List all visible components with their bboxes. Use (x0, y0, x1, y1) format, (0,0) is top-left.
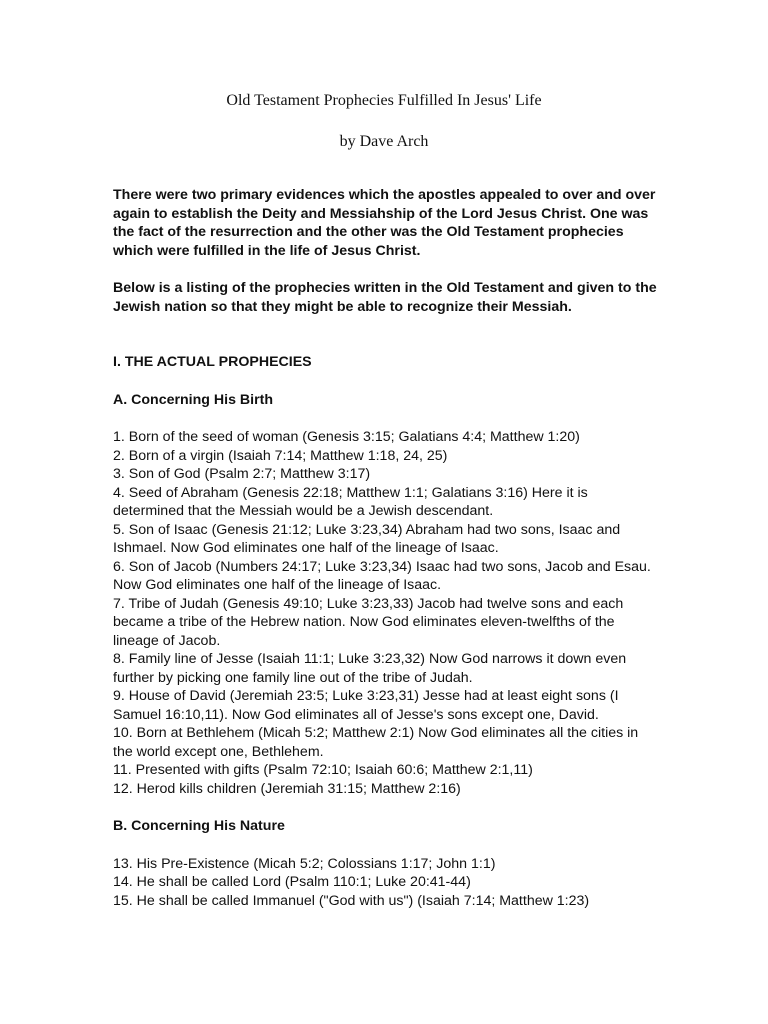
subsection-heading-nature: B. Concerning His Nature (113, 818, 285, 834)
subsection-heading-birth: A. Concerning His Birth (113, 391, 274, 408)
list-item: 1. Born of the seed of woman (Genesis 3:15; Galatians 4:4; Matthew 1:20) (113, 429, 580, 445)
list-item: 12. Herod kills children (Jeremiah 31:15; Matthew 2:16) (113, 780, 461, 797)
prophecy-list-nature (113, 855, 658, 911)
intro-paragraph: Below is a listing of the prophecies written in the Old Testament and given to the Jewish nation so that they might be able to recognize their Messiah. (113, 280, 657, 315)
intro-paragraph: There were two primary evidences which the apostles appealed to over and over again to establish the Deity and Messiahship of the Lord Jesus Christ. One was the fact of the resurrection and the other was the Old Testament prophecies which were fulfilled in the life of Jesus Christ. (113, 187, 656, 259)
list-item: 13. His Pre-Existence (Micah 5:2; Colossians 1:17; John 1:1) (113, 855, 496, 872)
list-item: 14. He shall be called Lord (Psalm 110:1; Luke 20:41-44) (113, 874, 471, 890)
prophecy-list-birth (113, 428, 658, 798)
list-item: 3. Son of God (Psalm 2:7; Matthew 3:17) (113, 466, 371, 482)
list-item: 6. Son of Jacob (Numbers 24:17; Luke 3:23,34) Isaac had two sons, Jacob and Esau. Now God eliminates one half of the lineage of Isaac. (113, 558, 651, 593)
document-byline: by Dave Arch (339, 133, 429, 150)
list-item: 8. Family line of Jesse (Isaiah 11:1; Luke 3:23,32) Now God narrows it down even further by picking one family line out of the tribe of Judah. (113, 651, 627, 686)
section-heading: I. THE ACTUAL PROPHECIES (113, 354, 312, 370)
list-item: 11. Presented with gifts (Psalm 72:10; Isaiah 60:6; Matthew 2:1,11) (113, 762, 533, 778)
list-item: 2. Born of a virgin (Isaiah 7:14; Matthew 1:18, 24, 25) (113, 447, 448, 464)
list-item: 10. Born at Bethlehem (Micah 5:2; Matthew 2:1) Now God eliminates all the cities in the world except one, Bethlehem. (113, 725, 639, 760)
document-title: Old Testament Prophecies Fulfilled In Jesus' Life (226, 92, 542, 109)
list-item: 9. House of David (Jeremiah 23:5; Luke 3:23,31) Jesse had at least eight sons (I Samuel 16:10,11). Now God eliminates all of Jesse's sons except one, David. (113, 688, 619, 723)
list-item: 5. Son of Isaac (Genesis 21:12; Luke 3:23,34) Abraham had two sons, Isaac and Ishmael. Now God eliminates one half of the lineage of Isaac. (113, 521, 621, 556)
list-item: 4. Seed of Abraham (Genesis 22:18; Matthew 1:1; Galatians 3:16) Here it is determined that the Messiah would be a Jewish descendant. (113, 484, 588, 519)
list-item: 7. Tribe of Judah (Genesis 49:10; Luke 3:23,33) Jacob had twelve sons and each became a tribe of the Hebrew nation. Now God eliminates eleven-twelfths of the lineage of Jacob. (113, 595, 624, 649)
list-item: 15. He shall be called Immanuel ("God with us") (Isaiah 7:14; Matthew 1:23) (113, 892, 590, 909)
document-body (113, 186, 658, 910)
